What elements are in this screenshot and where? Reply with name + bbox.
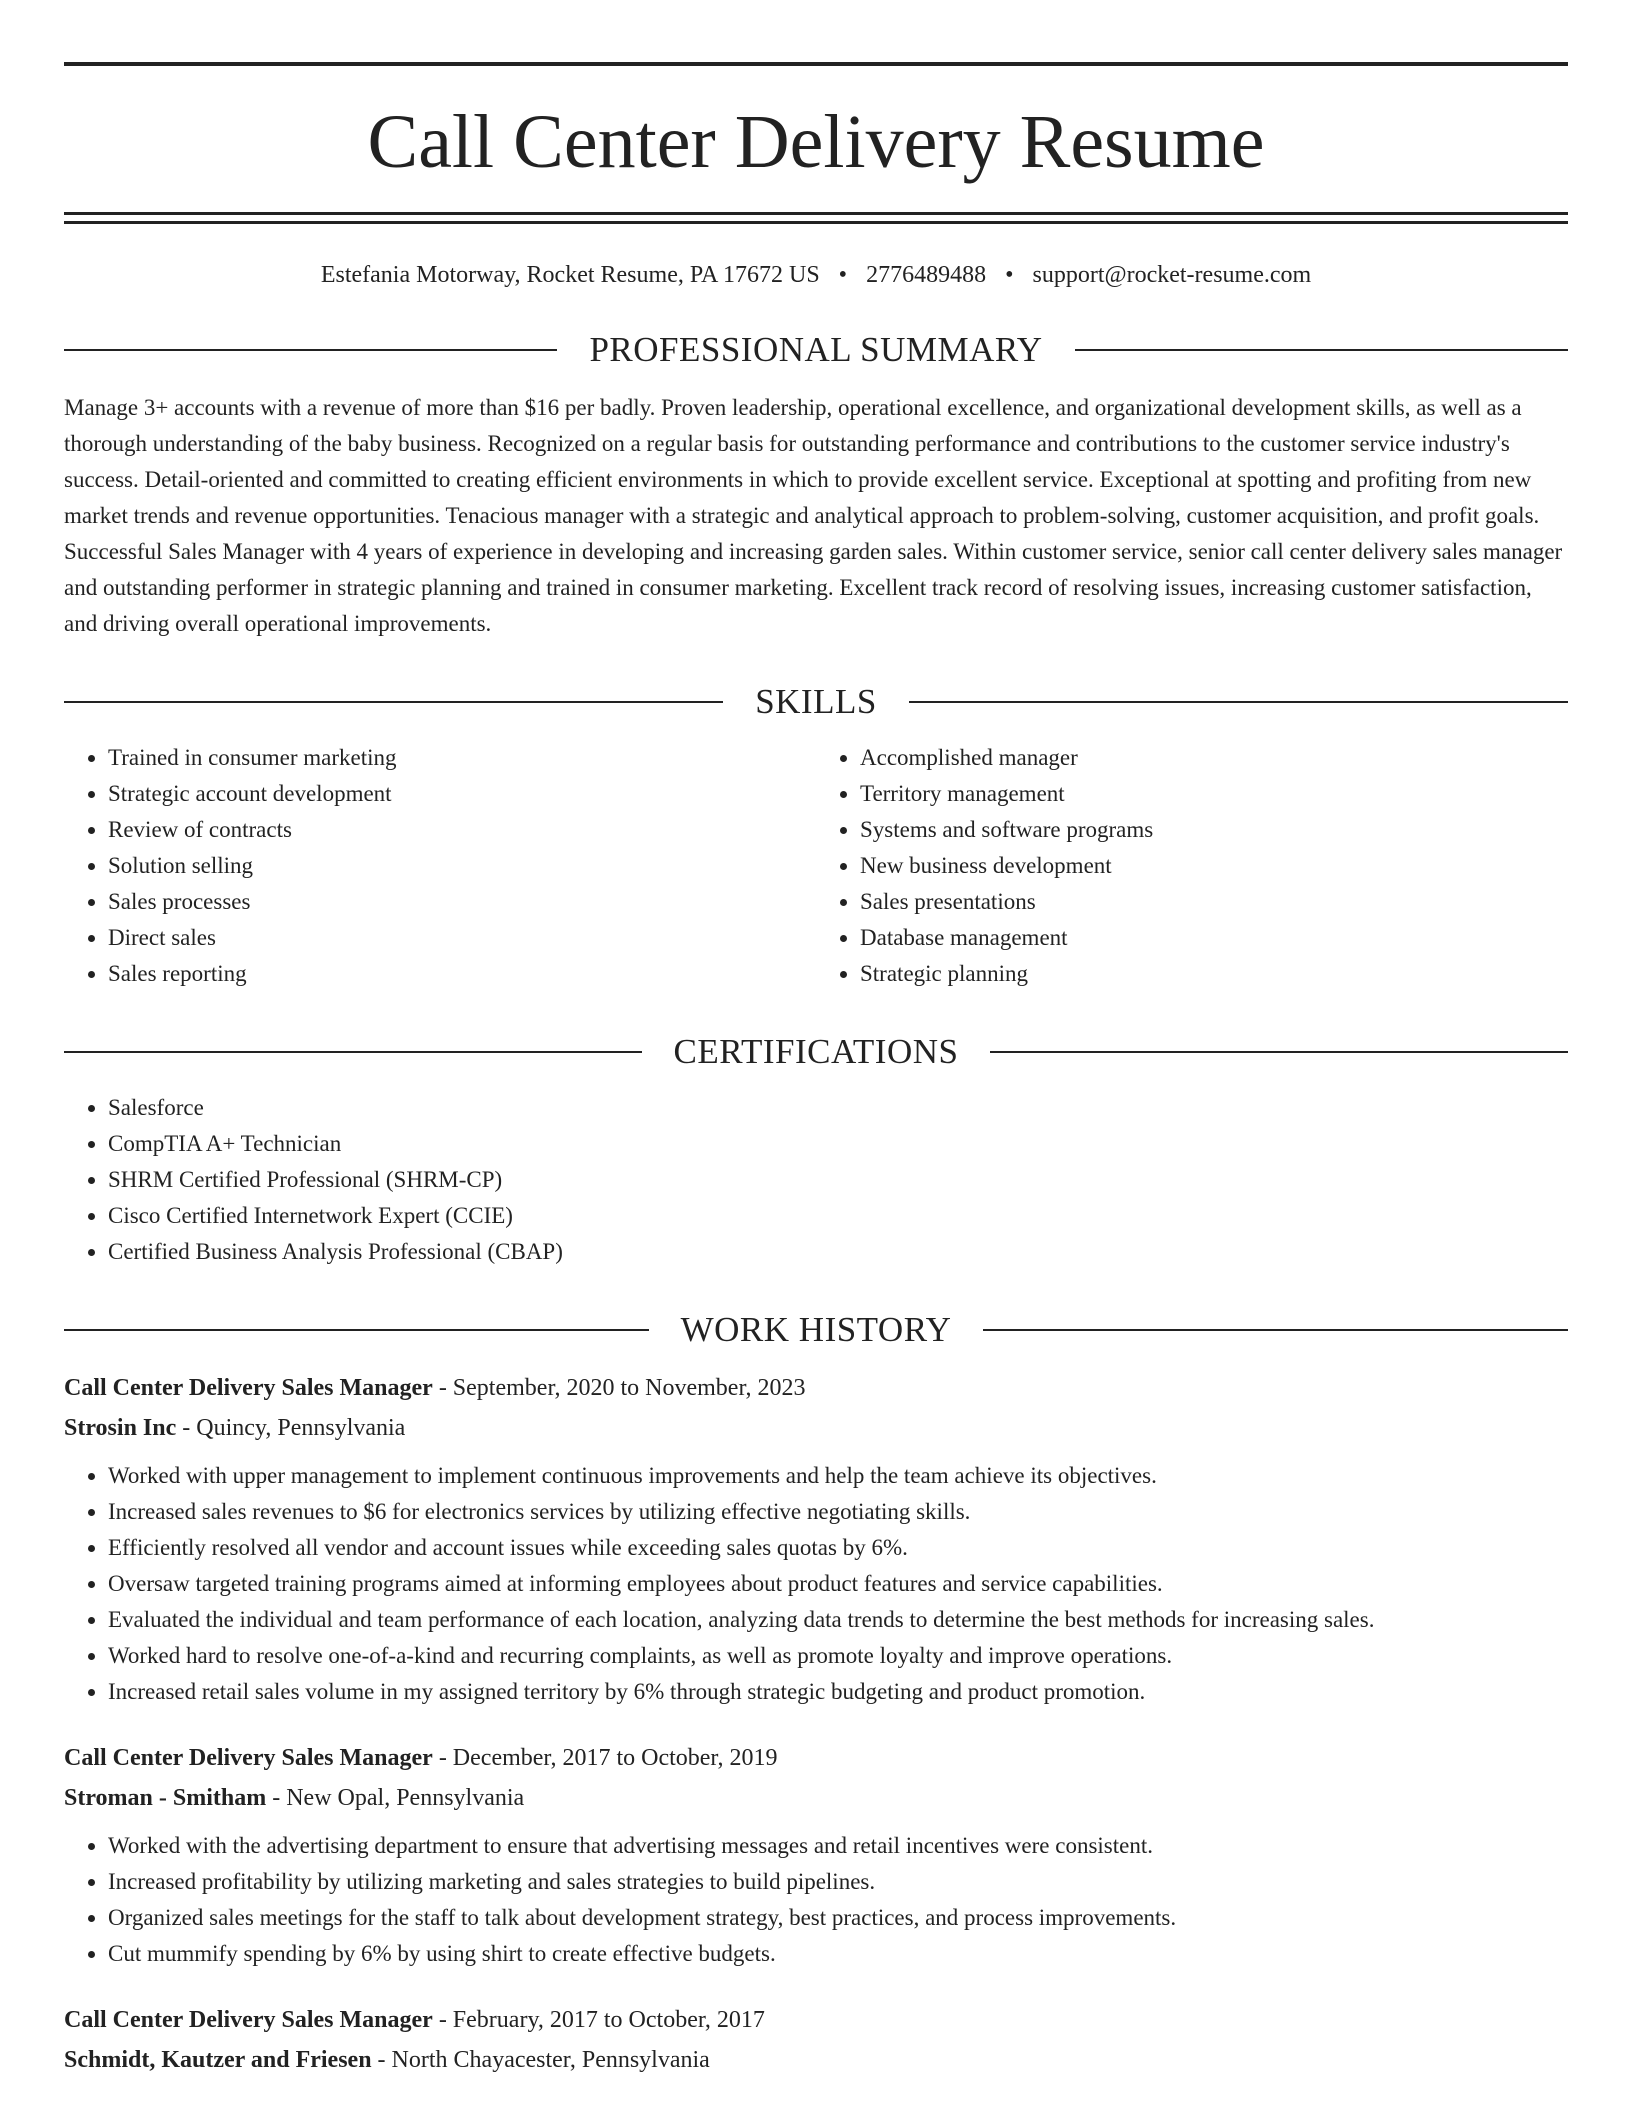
job-bullet: • Worked with the advertising department to ensure that advertising messages and retail incentives were consistent. [108,1828,1568,1864]
certification-item: • Salesforce [108,1090,1568,1126]
section-title-certifications: CERTIFICATIONS [673,1032,959,1071]
job-company-line [64,2040,1568,2080]
contact-address: Estefania Motorway, Rocket Resume, PA 17672 US [320,262,820,288]
job-bullet: • Increased sales revenues to $6 for electronics services by utilizing effective negotiating skills. [108,1494,1568,1530]
summary-paragraph: Manage 3+ accounts with a revenue of more than $16 per badly. Proven leadership, operational excellence, and organizational development skills, as well as a thorough understanding of the baby business. Recognized on a regular basis for outstanding performance and contributions to the customer service industry's success. Detail-oriented and committed to creating efficient environments in which to provide excellent service. Exceptional at spotting and profiting from new market trends and revenue opportunities. Tenacious manager with a strategic and analytical approach to problem-solving, customer acquisition, and profit goals. Successful Sales Manager with 4 years of experience in developing and increasing garden sales. Within customer service, senior call center delivery sales manager and outstanding performer in strategic planning and trained in consumer marketing. Excellent track record of resolving issues, increasing customer satisfaction, and driving overall operational improvements. [64,395,1563,636]
skill-item: • Systems and software programs [860,812,1568,848]
skill-item: • Sales reporting [108,956,816,992]
resume-title: Call Center Delivery Resume [367,100,1265,184]
skill-item: • New business development [860,848,1568,884]
heading-rule-right [1075,349,1568,351]
skill-item: • Sales presentations [860,884,1568,920]
section-heading-certifications [64,1032,1568,1072]
job-location: - Quincy, Pennsylvania [176,1415,406,1441]
job-dates: - December, 2017 to October, 2019 [432,1745,778,1771]
certification-item: • CompTIA A+ Technician [108,1126,1568,1162]
skills-list-right [816,740,1568,992]
job-bullet: • Evaluated the individual and team performance of each location, analyzing data trends to determine the best methods for increasing sales. [108,1602,1568,1638]
skill-item: • Sales processes [108,884,816,920]
heading-rule-right [909,701,1568,703]
certification-item: • SHRM Certified Professional (SHRM-CP) [108,1162,1568,1198]
job-company-line [64,1408,1568,1448]
job-bullet: • Efficiently resolved all vendor and account issues while exceeding sales quotas by 6%. [108,1530,1568,1566]
top-rule [64,62,1568,66]
job-entry [64,1738,1568,1972]
certifications-list [64,1090,1568,1270]
skill-item: • Review of contracts [108,812,816,848]
job-title-line [64,1368,1568,1408]
skill-item: • Trained in consumer marketing [108,740,816,776]
certification-item: • Cisco Certified Internetwork Expert (CCIE) [108,1198,1568,1234]
certification-item: • Certified Business Analysis Professional (CBAP) [108,1234,1568,1270]
section-heading-summary [64,330,1568,370]
skills-list-left [64,740,816,992]
job-bullet: • Worked with upper management to implement continuous improvements and help the team achieve its objectives. [108,1458,1568,1494]
heading-rule-right [983,1329,1568,1331]
contact-line [64,260,1568,290]
job-company: Strosin Inc [64,1415,177,1441]
section-title-skills: SKILLS [755,682,877,721]
skill-item: • Strategic planning [860,956,1568,992]
job-company-line [64,1778,1568,1818]
heading-rule-left [64,701,723,703]
section-title-work-history: WORK HISTORY [680,1310,952,1349]
section-heading-skills [64,682,1568,722]
skill-item: • Solution selling [108,848,816,884]
section-heading-work-history [64,1310,1568,1350]
job-dates: - September, 2020 to November, 2023 [432,1375,806,1401]
job-entry [64,2000,1568,2080]
job-location: - North Chayacester, Pennsylvania [371,2047,710,2073]
heading-rule-left [64,349,557,351]
job-title: Call Center Delivery Sales Manager [64,1745,433,1771]
job-bullet: • Worked hard to resolve one-of-a-kind and recurring complaints, as well as promote loyalty and improve operations. [108,1638,1568,1674]
skills-column-left [64,740,816,992]
job-company: Stroman - Smitham [64,1785,267,1811]
contact-separator: • [1005,262,1014,288]
job-title: Call Center Delivery Sales Manager [64,1375,433,1401]
job-location: - New Opal, Pennsylvania [266,1785,525,1811]
skill-item: • Accomplished manager [860,740,1568,776]
contact-phone: 2776489488 [866,262,987,288]
job-bullet: • Cut mummify spending by 6% by using shirt to create effective budgets. [108,1936,1568,1972]
job-bullets [64,1458,1568,1710]
job-bullet: • Organized sales meetings for the staff to talk about development strategy, best practices, and process improvements. [108,1900,1568,1936]
heading-rule-right [990,1051,1568,1053]
job-company: Schmidt, Kautzer and Friesen [64,2047,372,2073]
skill-item: • Territory management [860,776,1568,812]
certifications-block [64,1090,1568,1270]
section-title-summary: PROFESSIONAL SUMMARY [589,330,1043,369]
job-bullet: • Oversaw targeted training programs aimed at informing employees about product features and service capabilities. [108,1566,1568,1602]
heading-rule-left [64,1051,642,1053]
job-entry [64,1368,1568,1710]
contact-separator: • [838,262,848,288]
job-title-line [64,1738,1568,1778]
job-bullet: • Increased profitability by utilizing marketing and sales strategies to build pipelines. [108,1864,1568,1900]
skills-grid [64,740,1568,992]
contact-email: support@rocket-resume.com [1032,262,1312,288]
title-double-rule [64,212,1568,224]
job-title-line [64,2000,1568,2040]
job-dates: - February, 2017 to October, 2017 [432,2007,765,2033]
job-title: Call Center Delivery Sales Manager [64,2007,433,2033]
job-bullet: • Increased retail sales volume in my assigned territory by 6% through strategic budgeting and product promotion. [108,1674,1568,1710]
skill-item: • Strategic account development [108,776,816,812]
heading-rule-left [64,1329,649,1331]
skills-column-right [816,740,1568,992]
skill-item: • Database management [860,920,1568,956]
skill-item: • Direct sales [108,920,816,956]
job-bullets [64,1828,1568,1972]
